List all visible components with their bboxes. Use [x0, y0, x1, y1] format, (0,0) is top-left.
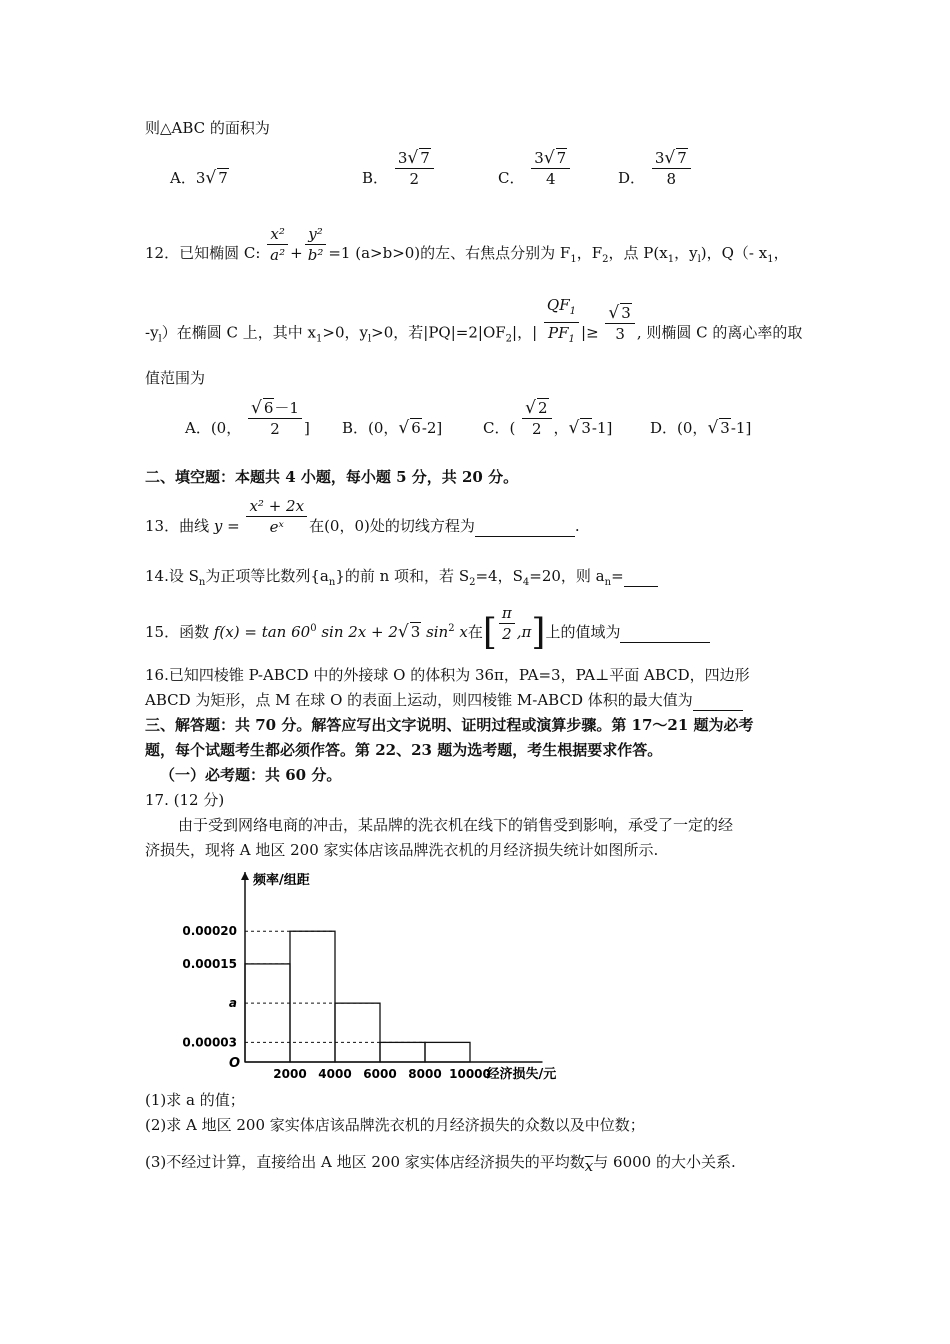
y-tick-label: a	[228, 996, 237, 1011]
histogram-bar	[335, 1003, 380, 1062]
q16-line2: ABCD 为矩形，点 M 在球 O 的表面上运动，则四棱锥 M-ABCD 体积的最大值为	[145, 690, 743, 711]
q11-d-frac: $\frac{3√ 7}{8}$	[652, 148, 691, 188]
q12-option-a[interactable]: A．(0， $\frac{√ 6-1}{2}$ ]	[185, 398, 310, 438]
x-axis-label: 经济损失/元	[486, 1067, 557, 1082]
q11-b-frac: $\frac{3√ 7}{2}$	[395, 148, 434, 188]
q13: 13．曲线 y = $\frac{\text{x² + 2x}}{\text{eˣ}}$ 在(0，0)处的切线方程为 .	[145, 496, 580, 536]
section-2-header: 二、填空题：本题共 4 小题，每小题 5 分，共 20 分。	[145, 468, 519, 486]
q17-line1: 由于受到网络电商的冲击，某品牌的洗衣机在线下的销售受到影响，承受了一定的经	[178, 816, 734, 834]
q12-line3: 值范围为	[145, 369, 206, 387]
q11-c-label: C．	[498, 169, 525, 187]
q11-d-label: D．	[618, 169, 646, 187]
histogram-bar	[425, 1042, 470, 1062]
q11-a-rad: 7	[218, 169, 228, 187]
q14-answer-blank[interactable]	[624, 566, 658, 587]
q11-option-b[interactable]	[362, 148, 436, 188]
x-tick-label: 6000	[363, 1067, 397, 1081]
q12-option-c[interactable]: C．( $\frac{√ 2}{2}$ ，√ 3-1]	[483, 398, 613, 438]
q11-option-a[interactable]: A．3√ 7	[170, 168, 228, 188]
q15-answer-blank[interactable]	[620, 622, 710, 643]
x-tick-label: 10000	[449, 1067, 491, 1081]
q12-option-d[interactable]: D．(0，√ 3-1]	[650, 418, 752, 438]
q11-option-c[interactable]	[498, 148, 572, 188]
q16-line1: 16.已知四棱锥 P-ABCD 中的外接球 O 的体积为 36π，PA=3，PA⊥平面 ABCD，四边形	[145, 666, 750, 684]
q13-answer-blank[interactable]	[475, 516, 575, 537]
x-tick-label: 4000	[318, 1067, 352, 1081]
q11-a-label: A．3	[170, 169, 206, 187]
loss-histogram	[180, 862, 600, 1087]
x-tick-label: 8000	[408, 1067, 442, 1081]
origin-label: O	[229, 1056, 241, 1071]
histogram-bar	[380, 1042, 425, 1062]
q17-part3: (3)不经过计算，直接给出 A 地区 200 家实体店经济损失的平均数$\overline{x}$与 6000 的大小关系.	[145, 1153, 736, 1175]
q11-b-label: B．	[362, 169, 389, 187]
section-3-sub: （一）必考题：共 60 分。	[160, 766, 342, 784]
q15: 15．函数 $f(x) = \tan 60^0$ sin 2x + 2√ 3 $\sin^2 x$在[ $\frac{\pi}{2}$ ,π]上的值域为	[145, 615, 710, 651]
q14: 14.设 $S_n$为正项等比数列$\{a_n\}$的前 n 项和，若 $S_2=4$，$S_4=20$，则 $a_n=$	[145, 566, 658, 593]
section-3-line1: 三、解答题：共 70 分。解答应写出文字说明、证明过程或演算步骤。第 17～21 题为必考	[145, 716, 754, 734]
q12-line2: $-y_l$）在椭圆 C 上，其中 $x_1>0$，$y_l>0$，若$|PQ|=2|OF_2|$，| $\frac{QF_1}{PF_1}$ |≥ $\frac{√ 3}{3}$ , 则椭圆 C 的离心率的取	[145, 296, 803, 345]
q16-answer-blank[interactable]	[693, 690, 743, 711]
section-3-line2: 题，每个试题考生都必须作答。第 22、23 题为选考题，考生根据要求作答。	[145, 741, 663, 759]
q17-part1: (1)求 a 的值；	[145, 1091, 245, 1109]
histogram-bar	[245, 964, 290, 1062]
q17-part2: (2)求 A 地区 200 家实体店该品牌洗衣机的月经济损失的众数以及中位数；	[145, 1116, 645, 1134]
q17-header: 17. (12 分)	[145, 791, 225, 809]
q11-option-d[interactable]	[618, 148, 693, 188]
q12-line1: 12．已知椭圆 C: $\frac{\text{x²}}{\text{a²}}$ + $\frac{\text{y²}}{\text{b²}}$ =1 (a>b>0)的左、右焦点分别为 $F_1$，$F_2$，点 $P(x_1$，$y_l$)，Q（- $x_1$，	[145, 224, 789, 265]
q11-c-frac: $\frac{3√ 7}{4}$	[531, 148, 570, 188]
q17-line2: 济损失，现将 A 地区 200 家实体店该品牌洗衣机的月经济损失统计如图所示.	[145, 841, 659, 859]
y-tick-label: 0.00020	[182, 924, 237, 939]
q12-option-b[interactable]: B．(0，√ 6-2]	[342, 418, 443, 438]
y-tick-label: 0.00015	[182, 956, 237, 971]
y-axis-label: 频率/组距	[253, 873, 310, 888]
q11-stem: 则△ABC 的面积为	[145, 119, 270, 137]
x-tick-label: 2000	[273, 1067, 307, 1081]
y-tick-label: 0.00003	[182, 1035, 237, 1050]
y-axis-arrow	[241, 872, 249, 880]
